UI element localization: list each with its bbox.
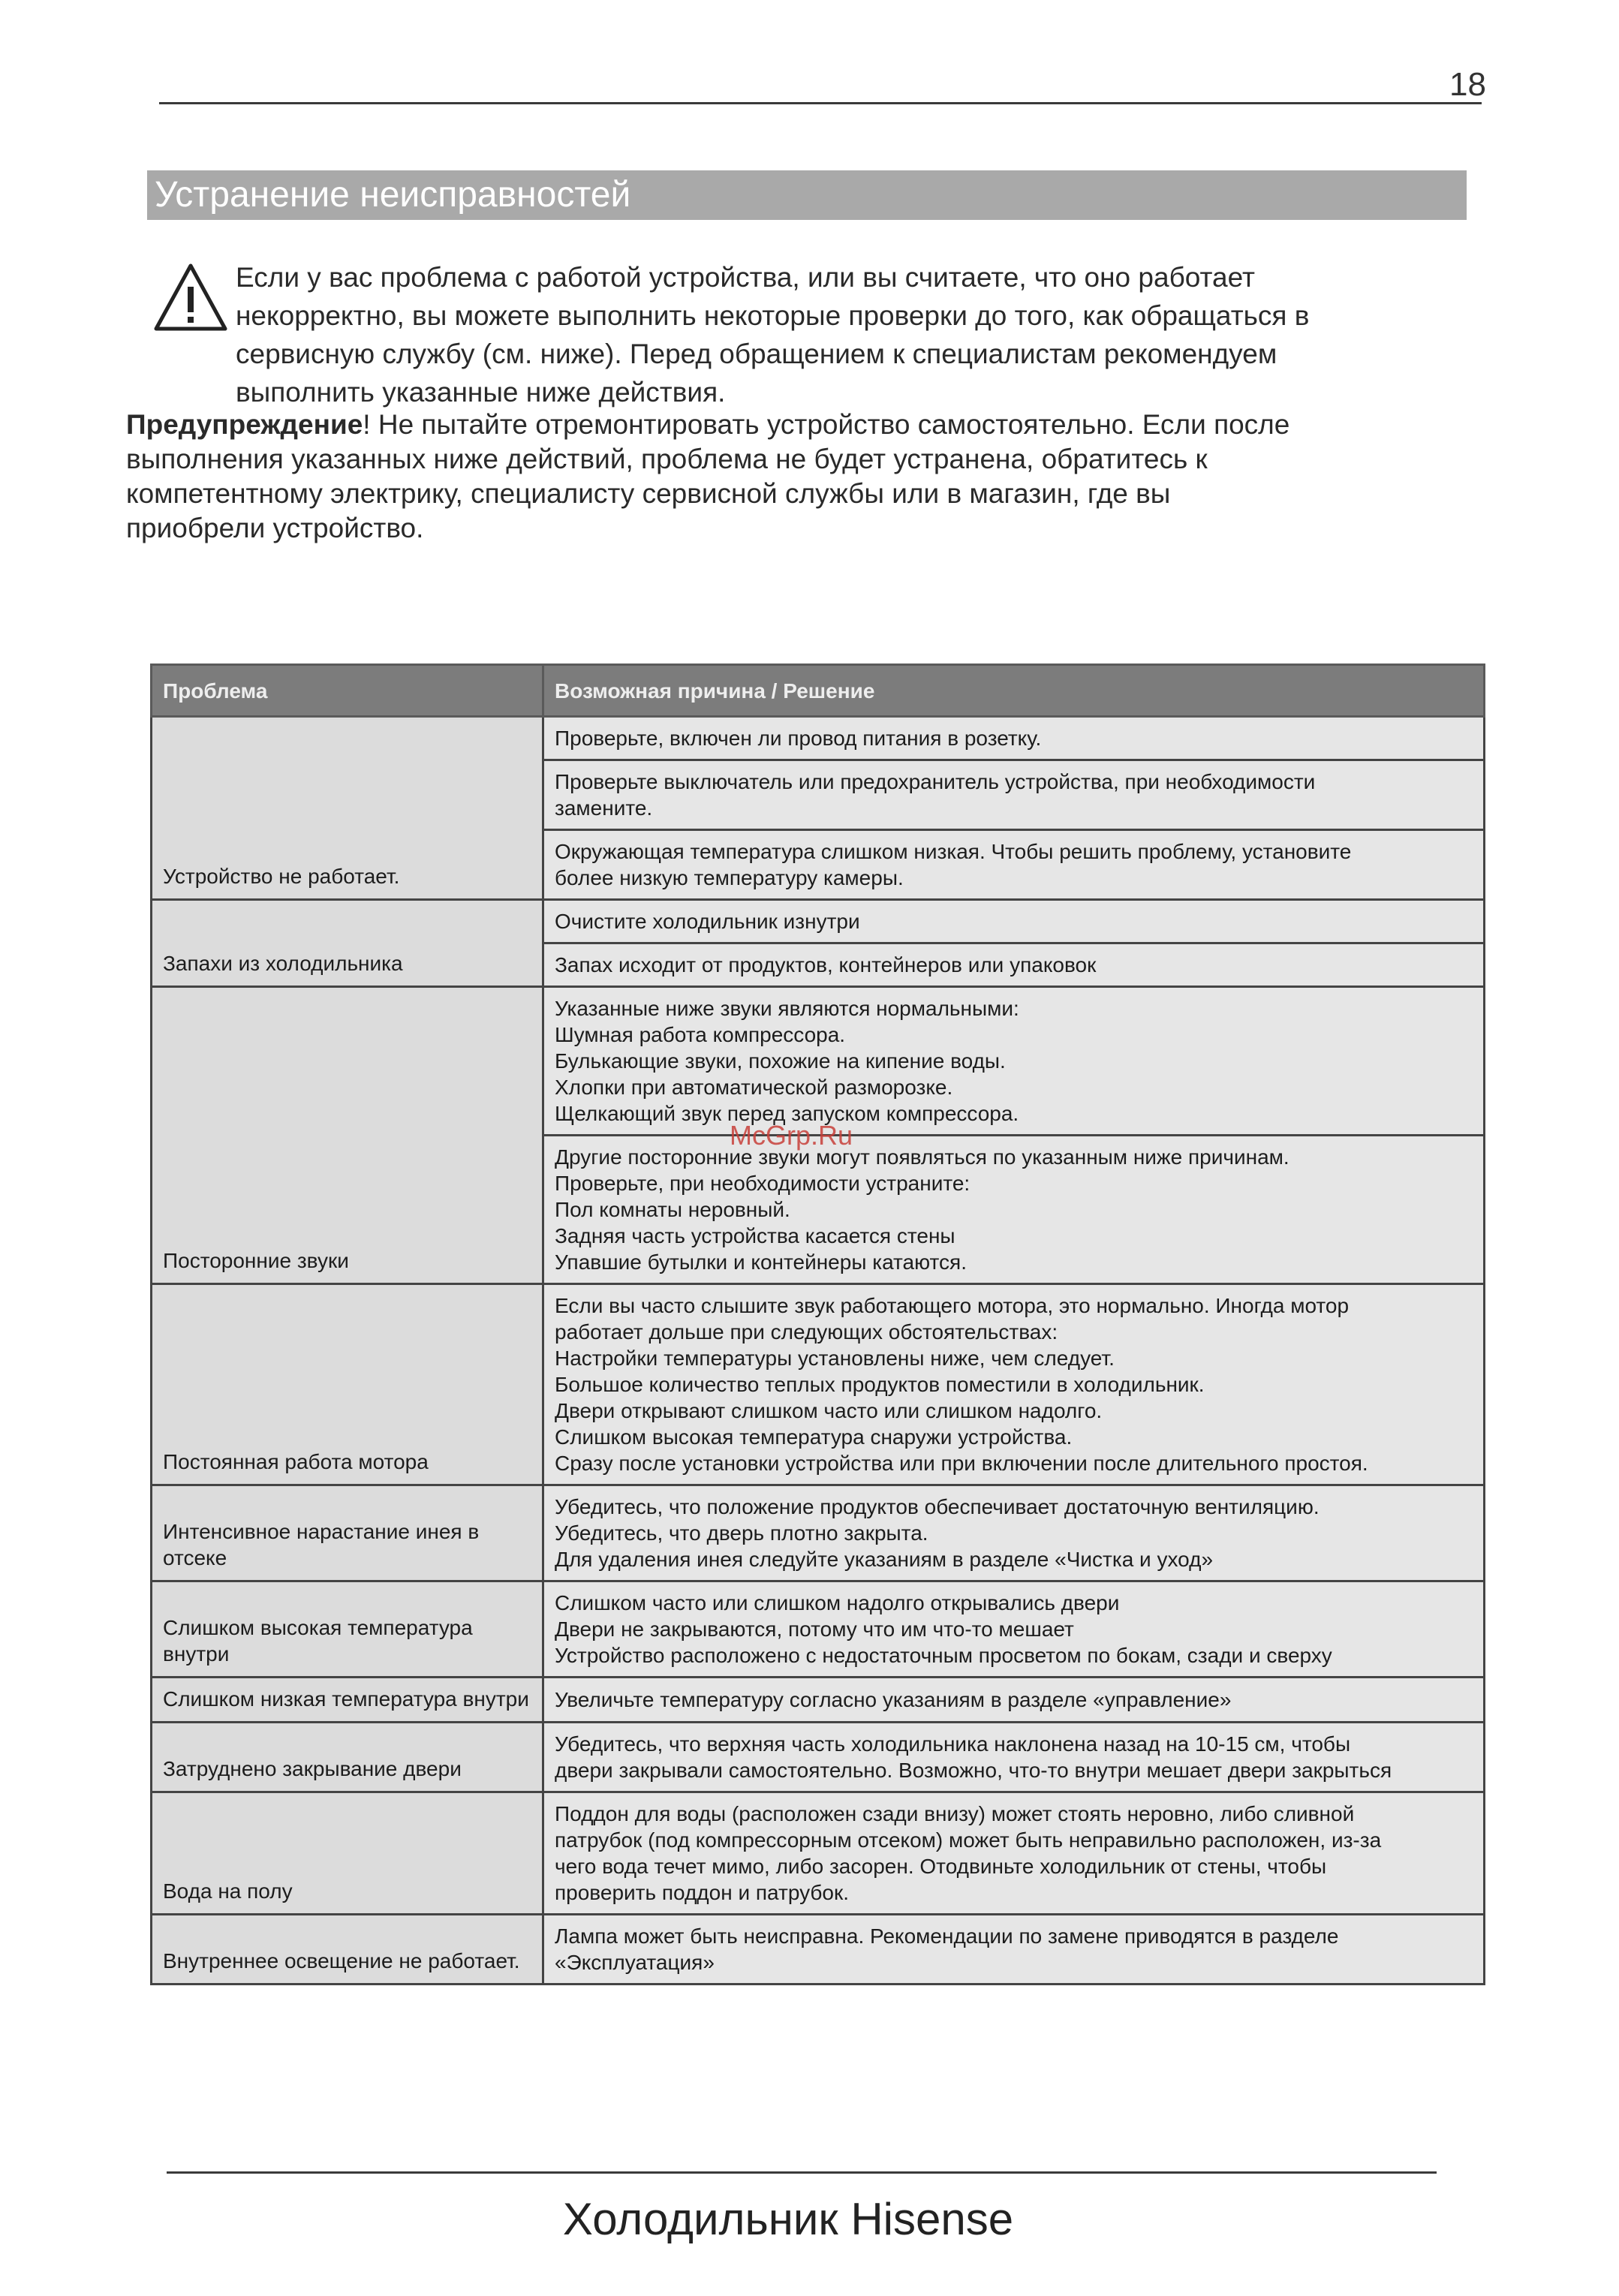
solution-line: Задняя часть устройства касается стены [555,1224,955,1247]
solution-line: Щелкающий звук перед запуском компрессора. [555,1102,1019,1125]
warning-line: приобрели устройство. [126,513,424,543]
solution-line: Упавшие бутылки и контейнеры катаются. [555,1250,967,1274]
solution-line: Поддон для воды (расположен сзади внизу) может стоять неровно, либо сливной [555,1802,1355,1825]
solution-line: чего вода течет мимо, либо засорен. Отодвиньте холодильник от стены, чтобы [555,1855,1327,1878]
table-row [152,1581,1485,1678]
solution-line: Устройство расположено с недостаточным просветом по бокам, сзади и сверху [555,1644,1332,1667]
problem-cell: Внутреннее освещение не работает. [152,1915,543,1985]
solution-line: Двери открывают слишком часто или слишком надолго. [555,1399,1103,1422]
solution-cell [543,1581,1485,1678]
page-number: 18 [1449,66,1486,103]
table-row [152,1678,1485,1723]
solution-line: Слишком высокая температура снаружи устройства. [555,1425,1073,1449]
solution-line: Хлопки при автоматической разморозке. [555,1076,953,1099]
solution-cell [543,1723,1485,1792]
warning-line: выполнения указанных ниже действий, проблема не будет устранена, обратитесь к [126,444,1208,474]
solution-line: Запах исходит от продуктов, контейнеров или упаковок [555,953,1097,976]
table-row [152,717,1485,760]
solution-cell [543,900,1485,943]
warning-line: компетентному электрику, специалисту сервисной службы или в магазин, где вы [126,478,1171,509]
problem-cell: Постоянная работа мотора [152,1284,543,1485]
solution-cell [543,987,1485,1136]
header-problem: Проблема [152,665,543,717]
solution-line: Другие посторонние звуки могут появляться по указанным ниже причинам. [555,1145,1289,1169]
solution-line: Окружающая температура слишком низкая. Чтобы решить проблему, установите [555,840,1352,863]
solution-line: Проверьте выключатель или предохранитель устройства, при необходимости [555,770,1316,793]
solution-line: Лампа может быть неисправна. Рекомендации по замене приводятся в разделе [555,1924,1339,1948]
watermark: McGrp.Ru [730,1120,853,1151]
table-row [152,1792,1485,1915]
warning-triangle-icon [153,263,228,332]
solution-line: Проверьте, при необходимости устраните: [555,1172,970,1195]
solution-cell [543,1915,1485,1985]
solution-line: Настройки температуры установлены ниже, чем следует. [555,1347,1115,1370]
solution-cell [543,943,1485,987]
solution-line: Убедитесь, что положение продуктов обеспечивает достаточную вентиляцию. [555,1495,1320,1518]
solution-line: работает дольше при следующих обстоятельствах: [555,1320,1058,1344]
solution-cell [543,1284,1485,1485]
problem-cell: Слишком низкая температура внутри [152,1678,543,1723]
table-row [152,1915,1485,1985]
intro-line: некорректно, вы можете выполнить некоторые проверки до того, как обращаться в [236,300,1310,331]
intro-line: выполнить указанные ниже действия. [236,377,726,408]
problem-cell: Затруднено закрывание двери [152,1723,543,1792]
table-row [152,987,1485,1136]
solution-line: Пол комнаты неровный. [555,1198,790,1221]
table-row [152,1485,1485,1581]
solution-line: Указанные ниже звуки являются нормальными: [555,997,1019,1020]
solution-line: Если вы часто слышите звук работающего мотора, это нормально. Иногда мотор [555,1294,1350,1317]
problem-cell: Устройство не работает. [152,717,543,900]
solution-line: Убедитесь, что верхняя часть холодильника наклонена назад на 10-15 см, чтобы [555,1732,1351,1756]
footer-title: Холодильник Hisense [562,2194,1014,2244]
problem-cell: Запахи из холодильника [152,900,543,987]
solution-line: замените. [555,796,653,820]
solution-line: двери закрывали самостоятельно. Возможно, что-то внутри мешает двери закрыться [555,1759,1392,1782]
footer-rule [167,2171,1437,2174]
solution-cell [543,1678,1485,1723]
solution-line: Шумная работа компрессора. [555,1023,846,1046]
solution-cell [543,1136,1485,1284]
problem-cell: Вода на полу [152,1792,543,1915]
intro-line: сервисную службу (см. ниже). Перед обращением к специалистам рекомендуем [236,339,1277,369]
table-header-row [152,665,1485,717]
troubleshooting-table [150,664,1485,1985]
solution-line: Убедитесь, что дверь плотно закрыта. [555,1521,928,1545]
problem-cell: Интенсивное нарастание инея в отсеке [152,1485,543,1581]
warning-paragraph [126,408,1492,546]
intro-line: Если у вас проблема с работой устройства, или вы считаете, что оно работает [236,262,1255,293]
warning-label: Предупреждение [126,409,363,440]
solution-line: проверить поддон и патрубок. [555,1881,850,1904]
solution-line: Булькающие звуки, похожие на кипение воды. [555,1049,1006,1073]
solution-line: Большое количество теплых продуктов поместили в холодильник. [555,1373,1205,1396]
solution-line: Очистите холодильник изнутри [555,910,860,933]
solution-cell [543,760,1485,830]
solution-cell [543,1485,1485,1581]
table-row [152,1723,1485,1792]
solution-line: «Эксплуатация» [555,1951,715,1974]
solution-line: патрубок (под компрессорным отсеком) может быть неправильно расположен, из-за [555,1828,1382,1852]
solution-cell [543,717,1485,760]
solution-line: более низкую температуру камеры. [555,866,904,889]
problem-cell: Слишком высокая температура внутри [152,1581,543,1678]
header-rule [159,102,1482,104]
solution-line: Сразу после установки устройства или при включении после длительного простоя. [555,1452,1368,1475]
solution-line: Увеличьте температуру согласно указаниям в разделе «управление» [555,1688,1232,1711]
header-cause-solution: Возможная причина / Решение [543,665,1485,717]
table-body [152,717,1485,1985]
table-row [152,1284,1485,1485]
solution-line: Для удаления инея следуйте указаниям в разделе «Чистка и уход» [555,1548,1214,1571]
solution-line: Слишком часто или слишком надолго открывались двери [555,1591,1120,1614]
solution-cell [543,1792,1485,1915]
section-title: Устранение неисправностей [147,170,1467,220]
solution-cell [543,830,1485,900]
solution-line: Двери не закрываются, потому что им что-то мешает [555,1617,1074,1641]
intro-paragraph [236,258,1497,411]
warning-line: ! Не пытайте отремонтировать устройство самостоятельно. Если после [363,409,1290,440]
table-row [152,900,1485,943]
solution-line: Проверьте, включен ли провод питания в розетку. [555,727,1042,750]
problem-cell: Посторонние звуки [152,987,543,1284]
